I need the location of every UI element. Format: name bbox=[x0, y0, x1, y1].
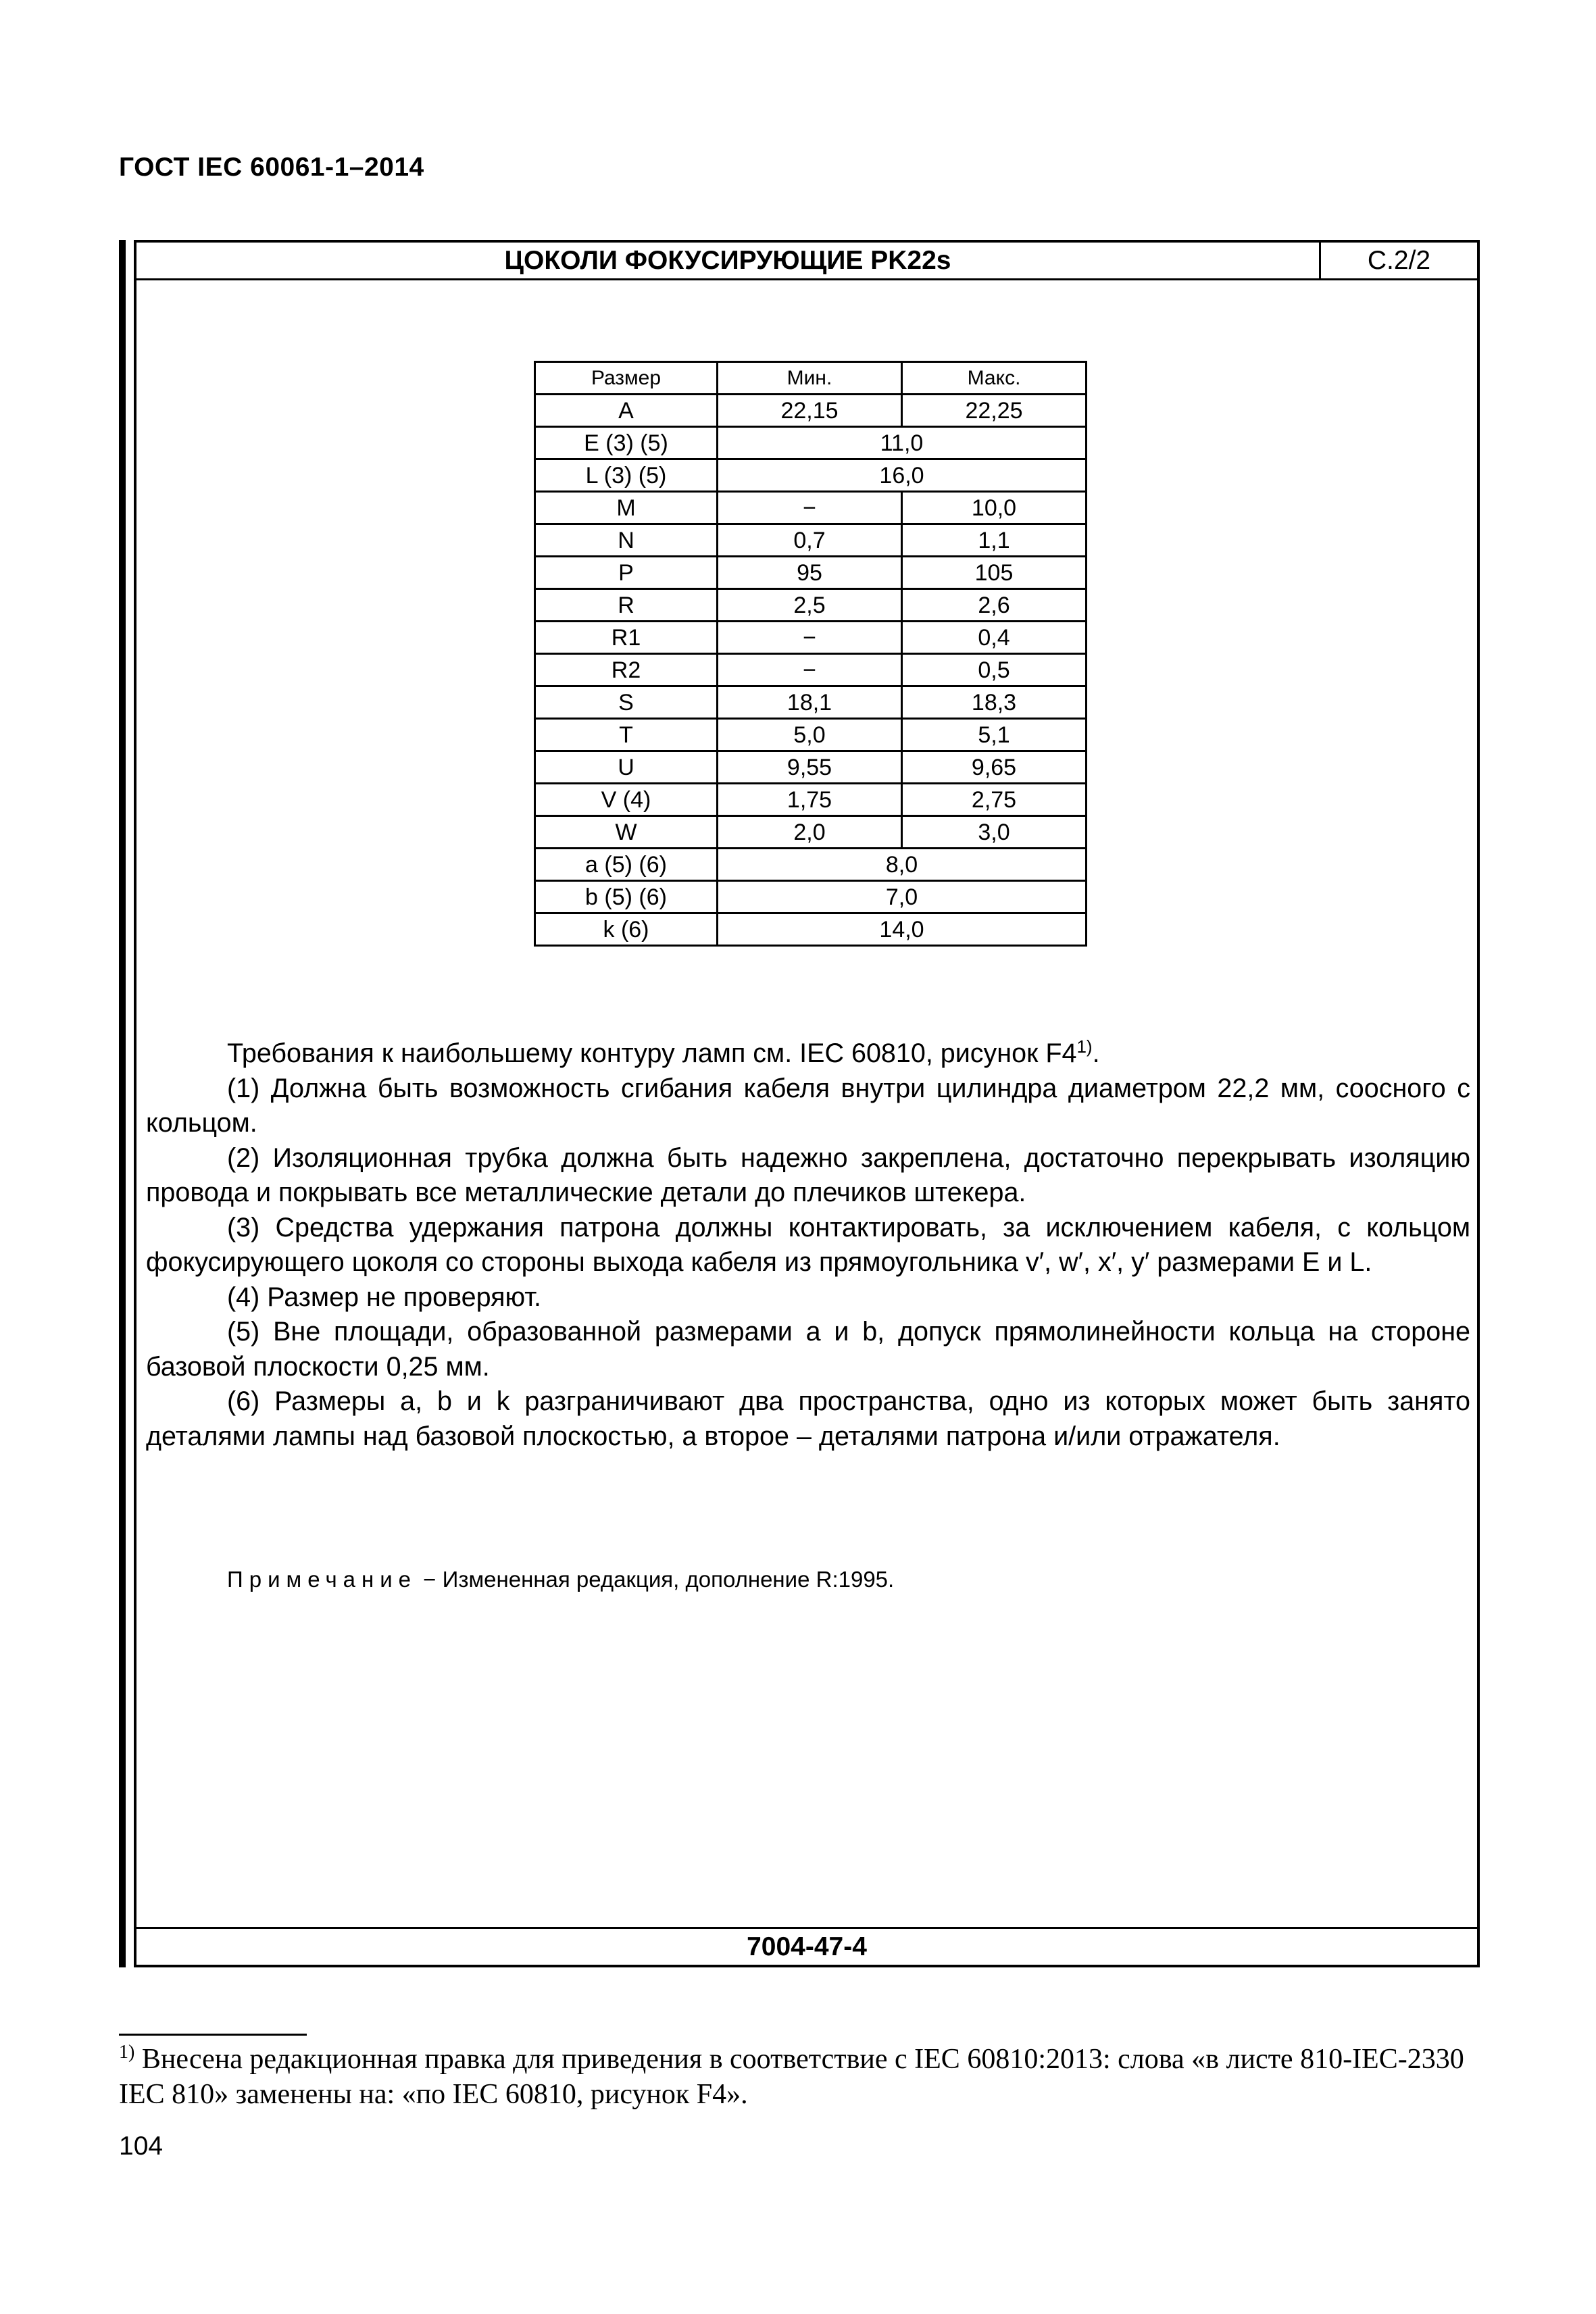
table-row bbox=[535, 589, 1087, 622]
cell-min: 1,75 bbox=[718, 784, 902, 816]
cell-size: W bbox=[535, 816, 718, 849]
table-row bbox=[535, 849, 1087, 881]
cell-size: N bbox=[535, 524, 718, 557]
notes-block bbox=[146, 1036, 1470, 1454]
table-row bbox=[535, 719, 1087, 751]
cell-max: 1,1 bbox=[902, 524, 1087, 557]
footnote bbox=[119, 2042, 1477, 2112]
table-row bbox=[535, 686, 1087, 719]
sheet-frame bbox=[134, 240, 1480, 1967]
footnote-separator bbox=[119, 2034, 307, 2036]
dimensions-table-body bbox=[535, 362, 1087, 946]
cell-min: − bbox=[718, 654, 902, 686]
table-row bbox=[535, 557, 1087, 589]
header-cell-max: Макс. bbox=[902, 362, 1087, 395]
cell-size: L (3) (5) bbox=[535, 459, 718, 492]
cell-size: b (5) (6) bbox=[535, 881, 718, 913]
cell-max: 105 bbox=[902, 557, 1087, 589]
cell-min: − bbox=[718, 622, 902, 654]
cell-size: R1 bbox=[535, 622, 718, 654]
footnote-ref: 1) bbox=[1076, 1036, 1093, 1057]
table-row bbox=[535, 459, 1087, 492]
note-item-4: (4) Размер не проверяют. bbox=[227, 1282, 541, 1312]
cell-max: 22,25 bbox=[902, 395, 1087, 427]
cell-max: 5,1 bbox=[902, 719, 1087, 751]
cell-min: − bbox=[718, 492, 902, 524]
cell-max: 18,3 bbox=[902, 686, 1087, 719]
table-row bbox=[535, 622, 1087, 654]
sheet-title: ЦОКОЛИ ФОКУСИРУЮЩИЕ PK22s bbox=[504, 246, 951, 275]
sheet-page-number: C.2/2 bbox=[1367, 246, 1431, 275]
cell-value: 16,0 bbox=[718, 459, 1087, 492]
cell-min: 2,5 bbox=[718, 589, 902, 622]
notes-intro bbox=[146, 1036, 1470, 1072]
cell-min: 18,1 bbox=[718, 686, 902, 719]
cell-min: 9,55 bbox=[718, 751, 902, 784]
cell-value: 8,0 bbox=[718, 849, 1087, 881]
table-row bbox=[535, 492, 1087, 524]
cell-size: P bbox=[535, 557, 718, 589]
cell-value: 7,0 bbox=[718, 881, 1087, 913]
cell-size: M bbox=[535, 492, 718, 524]
dimensions-table bbox=[534, 361, 1087, 947]
cell-min: 2,0 bbox=[718, 816, 902, 849]
notes-intro-end: . bbox=[1092, 1038, 1100, 1068]
remark-text: − Измененная редакция, дополнение R:1995. bbox=[417, 1567, 895, 1592]
cell-max: 2,6 bbox=[902, 589, 1087, 622]
cell-value: 14,0 bbox=[718, 913, 1087, 946]
cell-size: U bbox=[535, 751, 718, 784]
cell-max: 0,5 bbox=[902, 654, 1087, 686]
change-bar bbox=[119, 240, 126, 1967]
notes-intro-text: Требования к наибольшему контуру ламп см. IEC 60810, рисунок F4 bbox=[227, 1038, 1077, 1068]
cell-size: a (5) (6) bbox=[535, 849, 718, 881]
document-header: ГОСТ IEC 60061-1–2014 bbox=[119, 153, 424, 182]
cell-size: V (4) bbox=[535, 784, 718, 816]
cell-size: S bbox=[535, 686, 718, 719]
cell-size: k (6) bbox=[535, 913, 718, 946]
table-row bbox=[535, 816, 1087, 849]
page-number: 104 bbox=[119, 2132, 164, 2161]
table-row bbox=[535, 913, 1087, 946]
table-row bbox=[535, 751, 1087, 784]
cell-value: 11,0 bbox=[718, 427, 1087, 459]
table-row bbox=[535, 784, 1087, 816]
table-row bbox=[535, 427, 1087, 459]
table-row bbox=[535, 395, 1087, 427]
sheet-title-row bbox=[136, 243, 1477, 280]
cell-size: T bbox=[535, 719, 718, 751]
note-item-3: (3) Средства удержания патрона должны контактировать, за исключением кабеля, с кольцом фокусирующего цоколя со стороны выхода кабеля из прямоугольника v′, w′, x′, y′ размерами E и L. bbox=[146, 1212, 1470, 1277]
table-row bbox=[535, 524, 1087, 557]
note-item-1: (1) Должна быть возможность сгибания кабеля внутри цилиндра диаметром 22,2 мм, соосного с кольцом. bbox=[146, 1073, 1470, 1138]
note-item-5: (5) Вне площади, образованной размерами a и b, допуск прямолинейности кольца на стороне базовой плоскости 0,25 мм. bbox=[146, 1317, 1470, 1382]
cell-size: A bbox=[535, 395, 718, 427]
cell-min: 5,0 bbox=[718, 719, 902, 751]
note-item-6: (6) Размеры a, b и k разграничивают два пространства, одно из которых может быть занято деталями лампы над базовой плоскостью, а второе – деталями патрона и/или отражателя. bbox=[146, 1386, 1470, 1451]
cell-max: 0,4 bbox=[902, 622, 1087, 654]
cell-size: R2 bbox=[535, 654, 718, 686]
sheet-code: 7004-47-4 bbox=[136, 1927, 1477, 1965]
footnote-text: Внесена редакционная правка для приведения в соответствие с IEC 60810:2013: слова «в листе 810-IEC-2330 IEC 810» заменены на: «по IEC 60810, рисунок F4». bbox=[119, 2044, 1464, 2110]
cell-min: 0,7 bbox=[718, 524, 902, 557]
header-cell-size: Размер bbox=[535, 362, 718, 395]
cell-max: 9,65 bbox=[902, 751, 1087, 784]
footnote-mark: 1) bbox=[119, 2042, 135, 2063]
cell-max: 3,0 bbox=[902, 816, 1087, 849]
table-header-row bbox=[535, 362, 1087, 395]
cell-size: E (3) (5) bbox=[535, 427, 718, 459]
table-row bbox=[535, 654, 1087, 686]
header-cell-min: Мин. bbox=[718, 362, 902, 395]
table-row bbox=[535, 881, 1087, 913]
cell-max: 2,75 bbox=[902, 784, 1087, 816]
cell-max: 10,0 bbox=[902, 492, 1087, 524]
note-item-2: (2) Изоляционная трубка должна быть надежно закреплена, достаточно перекрывать изоляцию провода и покрывать все металлические детали до плечиков штекера. bbox=[146, 1142, 1470, 1207]
cell-min: 22,15 bbox=[718, 395, 902, 427]
cell-size: R bbox=[535, 589, 718, 622]
remark-label: Примечание bbox=[227, 1567, 418, 1592]
cell-min: 95 bbox=[718, 557, 902, 589]
remark bbox=[227, 1567, 894, 1592]
